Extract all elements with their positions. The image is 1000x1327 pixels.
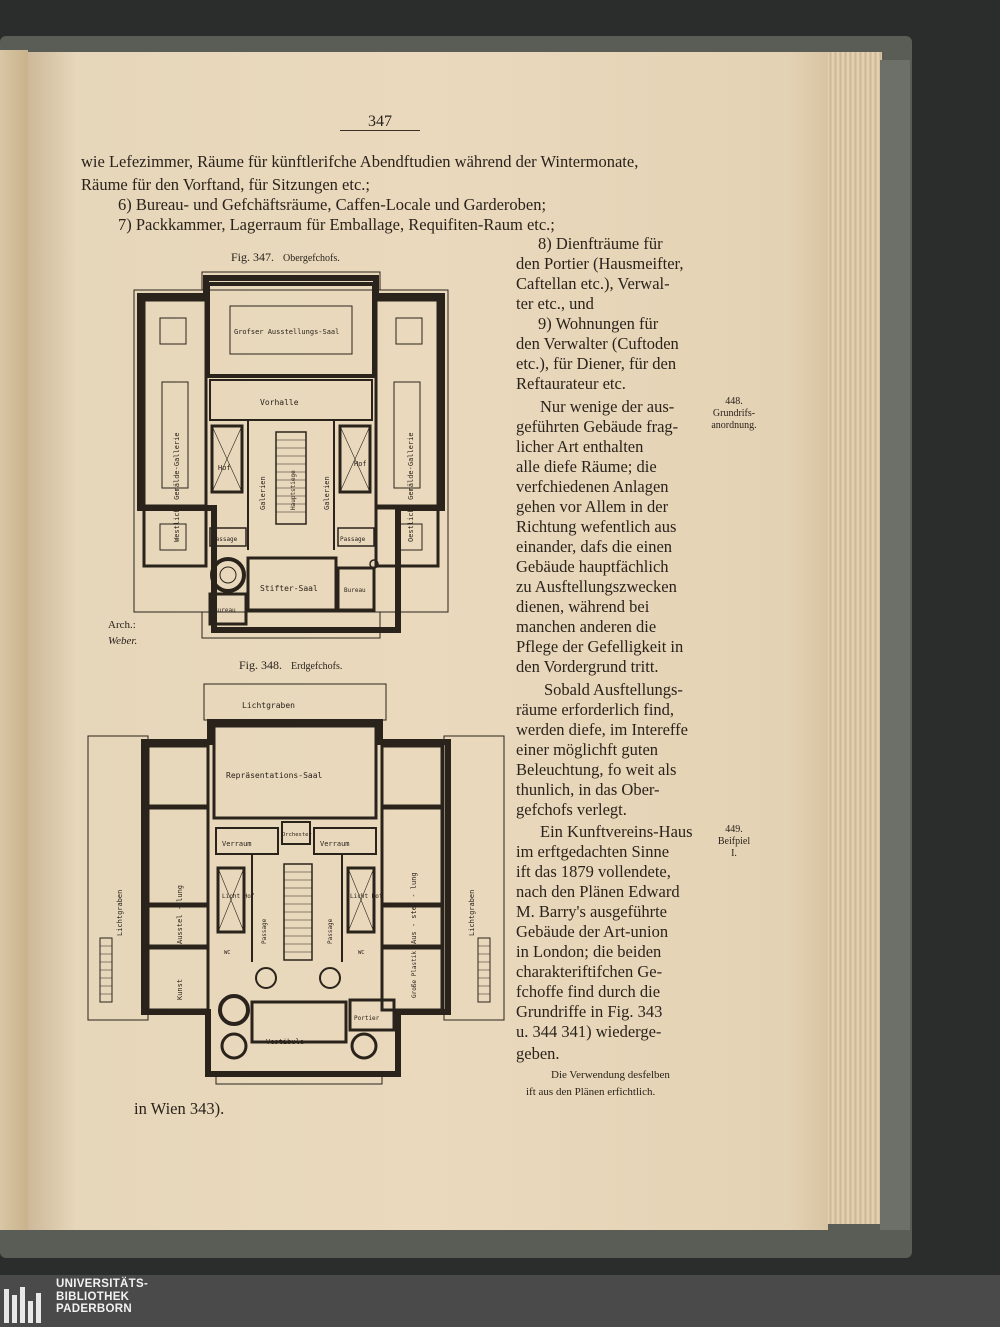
floor-plan-upper-floor [130, 270, 452, 642]
column-text-line: 8) Dienfträume für [538, 234, 663, 253]
text-line: wie Lefezimmer, Räume für künftlerifche Abendftudien während der Wintermonate, [81, 152, 639, 171]
margin-note-text: Grundrifs- [712, 408, 756, 419]
column-text-line: den Vordergrund tritt. [516, 657, 659, 676]
plan-label-east-gallery: Oestliche Gemälde-Gallerie [407, 432, 415, 542]
column-text-line: im erftgedachten Sinne [516, 842, 670, 861]
column-text-line: Grundriffe in Fig. 343 [516, 1002, 663, 1021]
column-text-line: 9) Wohnungen für [538, 314, 659, 333]
column-text-line: Gebäude der Art-union [516, 922, 669, 941]
plan-label-passage: Passage [340, 536, 366, 543]
margin-note-448 [706, 396, 762, 432]
plan-label-passage: Passage [261, 918, 268, 944]
column-text-line: den Portier (Hausmeifter, [516, 254, 684, 273]
library-footer [0, 1275, 1000, 1327]
arch-credit-label: Arch.: [108, 619, 136, 631]
plan-label-lichtgraben: Lichtgraben [242, 701, 295, 710]
text-line: Räume für den Vorftand, für Sitzungen etc.; [81, 175, 370, 194]
plan-label-hof: Hof [218, 464, 231, 472]
text-line: 7) Packkammer, Lagerraum für Emballage, Requifiten-Raum etc.; [118, 215, 555, 234]
footnote-line: ift aus den Plänen erfichtlich. [526, 1086, 656, 1098]
column-text-line: werden diefe, im Intereffe [516, 720, 688, 739]
plan-label-passage: Passage [327, 918, 334, 944]
plan-label-hauptstiege: Hauptstiege [290, 470, 297, 510]
plan-label-wc: WC [224, 950, 231, 956]
plan-label-hof: Hof [354, 460, 367, 468]
page-edges [822, 52, 882, 1224]
column-text-line: nach den Plänen Edward [516, 882, 680, 901]
plan-label-galerien: Galerien [323, 476, 331, 510]
column-text-line: geführten Gebäude frag- [516, 417, 679, 436]
margin-note-number: 448. [725, 396, 743, 407]
plan-label-passage: Passage [212, 536, 238, 543]
fig-number: Fig. 347. [231, 250, 275, 264]
column-text-line: thunlich, in das Ober- [516, 780, 660, 799]
plan-label-ausstellung-east: Aus - stel - lung [410, 872, 418, 944]
library-logo-text [56, 1278, 148, 1316]
column-text-line: Nur wenige der aus- [540, 397, 675, 416]
footnote-line: Die Verwendung desfelben [551, 1069, 670, 1081]
column-text-line: Reftaurateur etc. [516, 374, 626, 393]
back-cover [880, 60, 910, 1230]
fig347-caption [231, 250, 340, 265]
plan-label-grand-hall: Grofser Ausstellungs-Saal [234, 328, 340, 336]
plan-label-bureau: Bureau [344, 587, 366, 594]
library-logo-icon [4, 1283, 50, 1323]
column-text-line: fchoffe find durch die [516, 982, 661, 1001]
column-text-line: Richtung wefentlich aus [516, 517, 677, 536]
column-text-line: ift das 1879 vollendete, [516, 862, 671, 881]
column-text-line: einer möglichft guten [516, 740, 659, 759]
column-text-line: gefchofs verlegt. [516, 800, 627, 819]
plan-label-galerien: Galerien [259, 476, 267, 510]
column-text-line: zu Ausftellungszwecken [516, 577, 677, 596]
plan-label-kunst: Kunst [176, 978, 184, 1000]
column-text-line: M. Barry's ausgeführte [516, 902, 667, 921]
plan-label-west-gallery: Westliche Gemälde-Gallerie [173, 432, 181, 542]
column-text-line: Gebäude hauptfächlich [516, 557, 669, 576]
plan-label-vorhalle: Vorhalle [260, 398, 299, 407]
plan-label-orchester: Orchester [282, 832, 312, 838]
plan-label-bureau: Bureau [214, 607, 236, 614]
column-text-line: u. 344 341) wiederge- [516, 1022, 662, 1041]
plan-label-repr-saal: Repräsentations-Saal [226, 771, 323, 780]
plan-label-wc: WC [358, 950, 365, 956]
plan-label-lichtgraben: Lichtgraben [468, 889, 476, 936]
margin-note-number: 449. [725, 824, 743, 835]
fig348-caption [239, 658, 342, 673]
column-text-line: alle diefe Räume; die [516, 457, 657, 476]
column-text-line: geben. [516, 1044, 560, 1063]
fig-number: Fig. 348. [239, 658, 283, 672]
text-line: in Wien 343). [134, 1099, 225, 1118]
column-text-line: Caftellan etc.), Verwal- [516, 274, 670, 293]
fig-title: Obergefchofs. [283, 253, 340, 264]
column-text-line: räume erforderlich find, [516, 700, 675, 719]
column-text-line: charakteriftifchen Ge- [516, 962, 663, 981]
column-text-line: verfchiedenen Anlagen [516, 477, 669, 496]
margin-note-text: Beifpiel [717, 836, 751, 847]
plan-label-ausstellung-west: Ausstel - lung [176, 884, 184, 944]
logo-line: BIBLIOTHEK [56, 1290, 130, 1303]
plan-label-grosse-plastik: Große Plastik [411, 951, 418, 998]
column-text-line: dienen, während bei [516, 597, 650, 616]
column-text-line: gehen vor Allem in der [516, 497, 669, 516]
plan-label-verraum: Verraum [320, 840, 350, 848]
column-text-line: in London; die beiden [516, 942, 662, 961]
page-number-rule [340, 130, 420, 131]
margin-note-text: I. [731, 848, 737, 859]
left-page-edge [0, 50, 28, 1230]
column-text-line: etc.), für Diener, für den [516, 354, 677, 373]
plan-label-verraum: Verraum [222, 840, 252, 848]
floor-plan-ground-floor [86, 682, 512, 1090]
plan-label-licht-hof: Licht Hof [350, 893, 383, 900]
column-text-line: den Verwalter (Cuftoden [516, 334, 679, 353]
column-text-line: Pflege der Gefelligkeit in [516, 637, 684, 656]
plan-label-stifter-saal: Stifter-Saal [260, 584, 318, 593]
page-number: 347 [368, 113, 392, 130]
column-text-line: Ein Kunftvereins-Haus [540, 822, 693, 841]
plan-label-lichtgraben: Lichtgraben [116, 889, 124, 936]
column-text-line: manchen anderen die [516, 617, 657, 636]
margin-note-text: anordnung. [711, 420, 757, 431]
arch-credit-name: Weber. [108, 635, 138, 647]
logo-line: UNIVERSITÄTS- [56, 1278, 149, 1290]
column-text-line: Beleuchtung, fo weit als [516, 760, 677, 779]
margin-note-449 [706, 824, 762, 860]
column-text-line: einander, dafs die einen [516, 537, 673, 556]
plan-label-portier: Portier [354, 1015, 380, 1022]
logo-line: PADERBORN [56, 1303, 132, 1315]
column-text-line: Sobald Ausftellungs- [544, 680, 683, 699]
text-line: 6) Bureau- und Gefchäftsräume, Caffen-Locale und Garderoben; [118, 195, 547, 214]
plan-label-licht-hof: Licht Hof [222, 893, 255, 900]
fig-title: Erdgefchofs. [291, 661, 343, 672]
column-text-line: licher Art enthalten [516, 437, 644, 456]
column-text-line: ter etc., und [516, 294, 594, 313]
plan-label-vestibule: Vestibule [266, 1038, 304, 1046]
